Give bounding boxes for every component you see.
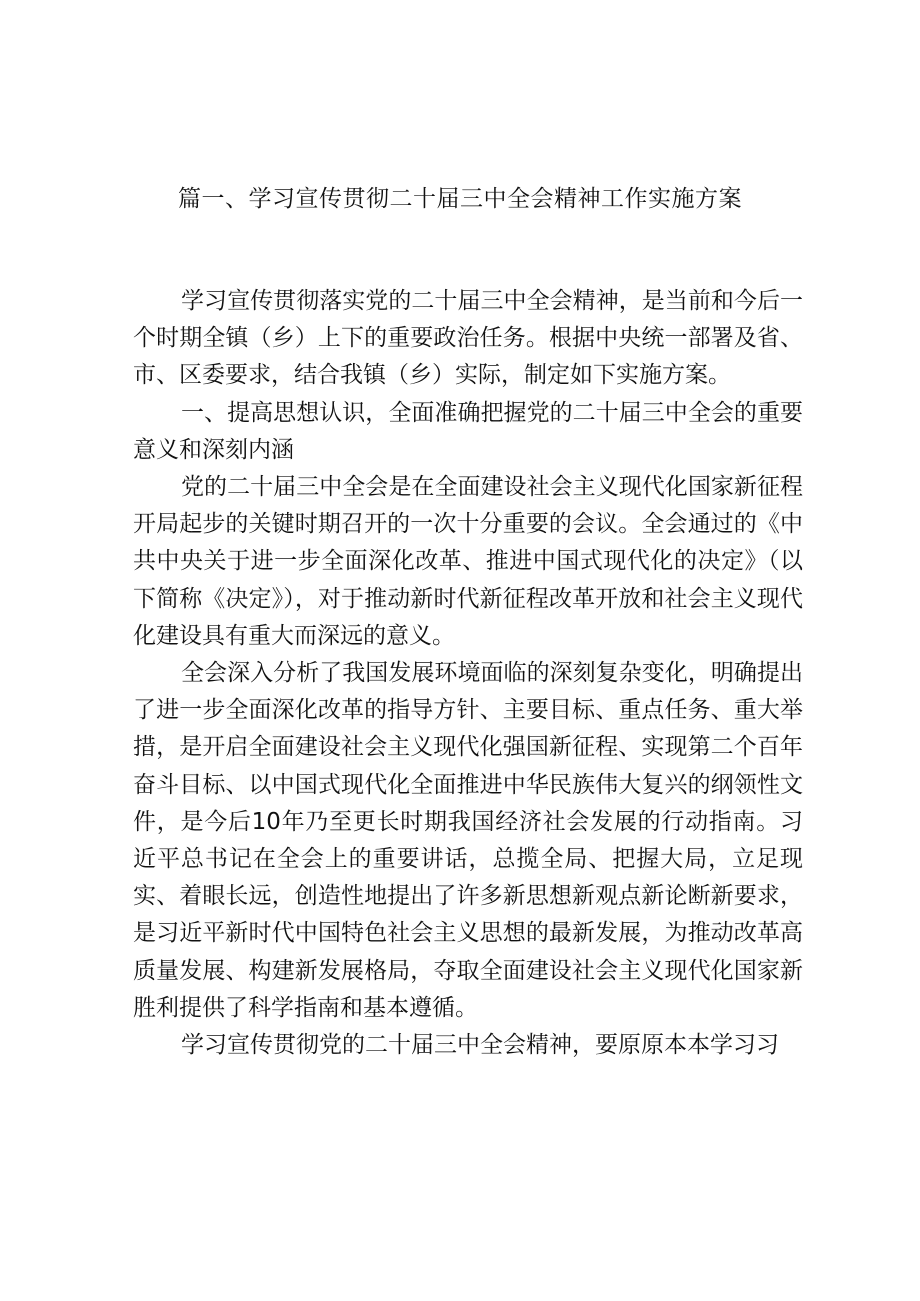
paragraph-study-requirement: 学习宣传贯彻党的二十届三中全会精神，要原原本本学习习 bbox=[181, 1032, 779, 1059]
paragraph-plenum-significance: 党的二十届三中全会是在全面建设社会主义现代化国家新征程开局起步的关键时期召开的一次十分重要的会议。全会通过的《中共中央关于进一步全面深化改革、推进中国式现代化的决定》（以下简称《决定》），对于推动新时代新征程改革开放和社会主义现代化建设具有重大而深远的意义。 bbox=[133, 474, 803, 649]
paragraph-intro: 学习宣传贯彻落实党的二十届三中全会精神，是当前和今后一个时期全镇（乡）上下的重要政治任务。根据中央统一部署及省、市、区委要求，结合我镇（乡）实际，制定如下实施方案。 bbox=[133, 288, 803, 389]
section-heading-1: 一、提高思想认识，全面准确把握党的二十届三中全会的重要意义和深刻内涵 bbox=[133, 399, 803, 463]
paragraph-plenum-analysis: 全会深入分析了我国发展环境面临的深刻复杂变化，明确提出了进一步全面深化改革的指导方针、主要目标、重点任务、重大举措，是开启全面建设社会主义现代化强国新征程、实现第二个百年奋斗目标、以中国式现代化全面推进中华民族伟大复兴的纲领性文件，是今后10年乃至更长时期我国经济社会发展的行动指南。习近平总书记在全会上的重要讲话，总揽全局、把握大局，立足现实、着眼长远，创造性地提出了许多新思想新观点新论断新要求，是习近平新时代中国特色社会主义思想的最新发展，为推动改革高质量发展、构建新发展格局，夺取全面建设社会主义现代化国家新胜利提供了科学指南和基本遵循。 bbox=[133, 660, 803, 1021]
document-body bbox=[133, 283, 803, 1064]
document-title: 篇一、学习宣传贯彻二十届三中全会精神工作实施方案 bbox=[178, 186, 742, 212]
